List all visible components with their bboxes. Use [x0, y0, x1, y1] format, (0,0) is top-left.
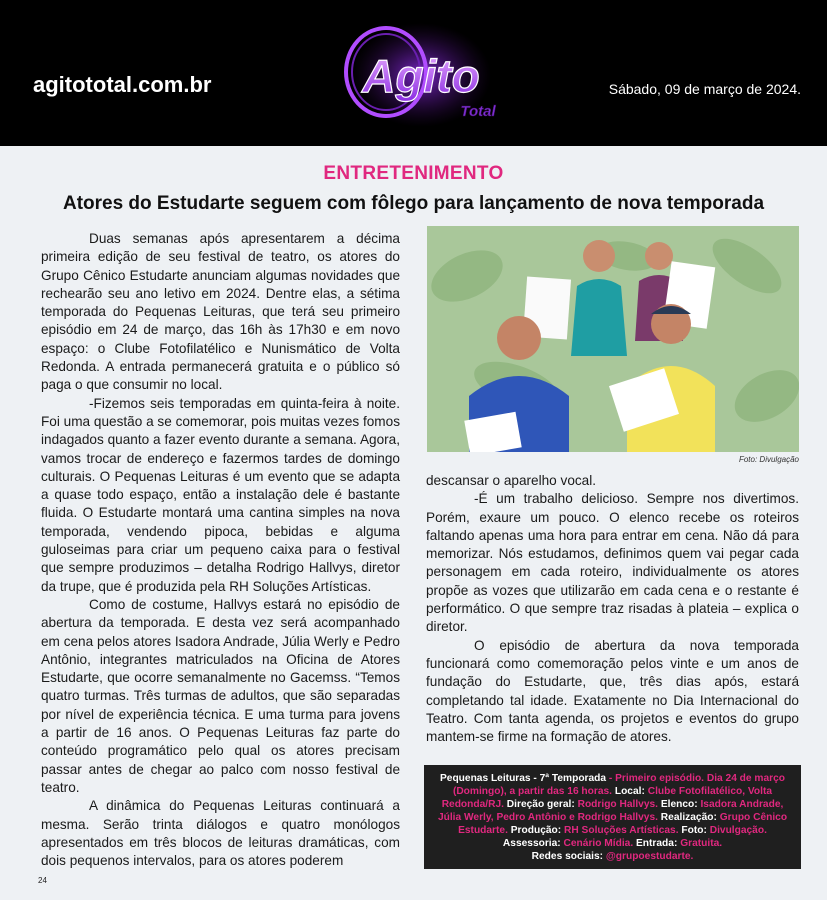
paragraph: -É um trabalho delicioso. Sempre nos divertimos. Porém, exaure um pouco. O elenco recebe os roteiros faltando apenas uma hora para entrar em cena. Não dá para memorizar. Nós estudamos, definimos quem vai pegar cada personagem em cada roteiro, individualmente os atores propõe as vozes que utilizarão em cada cena e o restante é performático. O que sempre traz risadas à plateia – explica o diretor. — [426, 491, 799, 635]
info-value-foto: Divulgação. — [709, 825, 767, 836]
page-number: 24 — [38, 876, 47, 885]
svg-text:Agito: Agito — [362, 50, 480, 102]
info-value-entrada: Gratuita. — [680, 838, 723, 849]
cast-photo-illustration — [427, 226, 799, 452]
masthead — [0, 0, 827, 146]
info-label: Direção geral: — [506, 799, 575, 810]
info-value-direcao: Rodrigo Hallvys. — [577, 799, 658, 810]
info-label: Realização: — [660, 812, 717, 823]
info-label: Local: — [614, 786, 645, 797]
info-value-local: Clube Fotofilatélico, Volta Redonda/RJ. — [441, 786, 773, 810]
section-label: ENTRETENIMENTO — [323, 163, 504, 184]
article-body-left-column — [41, 230, 400, 870]
site-url[interactable]: agitototal.com.br — [33, 72, 212, 97]
info-label: Elenco: — [660, 799, 698, 810]
paragraph: O episódio de abertura da nova temporada funcionará como comemoração pelos vinte e um anos de fundação do Estudarte, que, três dias após, estará completando tal idade. Exatamente no Dia Internacional do Teatro. Com tanta agenda, os projetos e eventos do grupo mantem-se firme na formação de atores. — [426, 637, 799, 745]
event-info-box — [424, 765, 801, 869]
photo-credit: Foto: Divulgação — [738, 455, 799, 464]
agito-total-logo[interactable] — [328, 20, 514, 130]
article-body-right-column — [426, 472, 799, 746]
info-value-realizacao: Grupo Cênico Estudarte. — [458, 812, 788, 836]
paragraph: Como de costume, Hallvys estará no episódio de abertura da temporada. E desta vez será acompanhado em cena pelos atores Isadora Andrade, Júlia Werly e Pedro Antônio, integrantes matriculados na Oficina de Atores Estudarte, que ocorre semanalmente no Gacemss. “Temos quatro turmas. Três turmas de adultos, que são separadas por nível de experiência técnica. E uma turma para jovens a partir de 16 anos. O Pequenas Leituras faz parte do conteúdo programático pelo qual os atores precisam passar antes de chegar ao palco com nosso festival de teatro. — [41, 596, 400, 795]
svg-text:Total: Total — [460, 103, 496, 120]
article-photo[interactable] — [427, 226, 799, 452]
info-value-producao: RH Soluções Artísticas. — [564, 825, 679, 836]
info-label: Entrada: — [636, 838, 678, 849]
info-value-assessoria: Cenário Mídia. — [563, 838, 634, 849]
info-label: Assessoria: — [502, 838, 561, 849]
info-title-detail: - Primeiro episódio. Dia 24 de março (Domingo), a partir das 16 horas. — [452, 773, 785, 797]
info-value-elenco: Isadora Andrade, Júlia Werly, Pedro Antônio e Rodrigo Hallvys. — [437, 799, 784, 823]
info-value-redes[interactable]: @grupoestudarte. — [605, 851, 694, 862]
paragraph: A dinâmica do Pequenas Leituras continuará a mesma. Serão trinta diálogos e quatro monólogos apresentados em três blocos de leituras dramáticas, com dois pequenos intervalos, para os atores poderem — [41, 798, 400, 869]
paragraph: -Fizemos seis temporadas em quinta-feira à noite. Foi uma questão a se comemorar, pois muitas vezes fomos indagados quanto a fazer evento durante a semana. Agora, vamos trocar de endereço e fazermos tardes de domingo culturais. O Pequenas Leituras é um evento que se adapta a quase todo espaço, então a instalação dele é bastante fluida. O Estudarte montará uma cantina simples na nova temporada, vendendo pipoca, bebidas e alguma guloseimas para criar um pequeno caixa para o festival que sempre produzimos – detalha Rodrigo Hallvys, diretor da trupe, que é produzida pela RH Soluções Artísticas. — [41, 395, 400, 594]
info-label: Produção: — [510, 825, 562, 836]
paragraph: descansar o aparelho vocal. — [426, 473, 597, 488]
publication-date: Sábado, 09 de março de 2024. — [608, 81, 801, 97]
info-label: Redes sociais: — [531, 851, 604, 862]
info-title: Pequenas Leituras - 7ª Temporada — [440, 773, 607, 784]
paragraph: Duas semanas após apresentarem a décima primeira edição de seu festival de teatro, os atores do Grupo Cênico Estudarte anunciam algumas novidades que rechearão seu ano letivo em 2024. Dentre elas, a sétima temporada do Pequenas Leituras, que terá seu primeiro episódio em 24 de março, das 16h às 17h30 e em novo espaço: o Clube Fotofilatélico e Nunismático de Volta Redonda. A entrada permanecerá gratuita e o público só paga o que consumir no local. — [41, 231, 400, 393]
info-label: Foto: — [681, 825, 707, 836]
article-headline: Atores do Estudarte seguem com fôlego para lançamento de nova temporada — [62, 193, 765, 214]
